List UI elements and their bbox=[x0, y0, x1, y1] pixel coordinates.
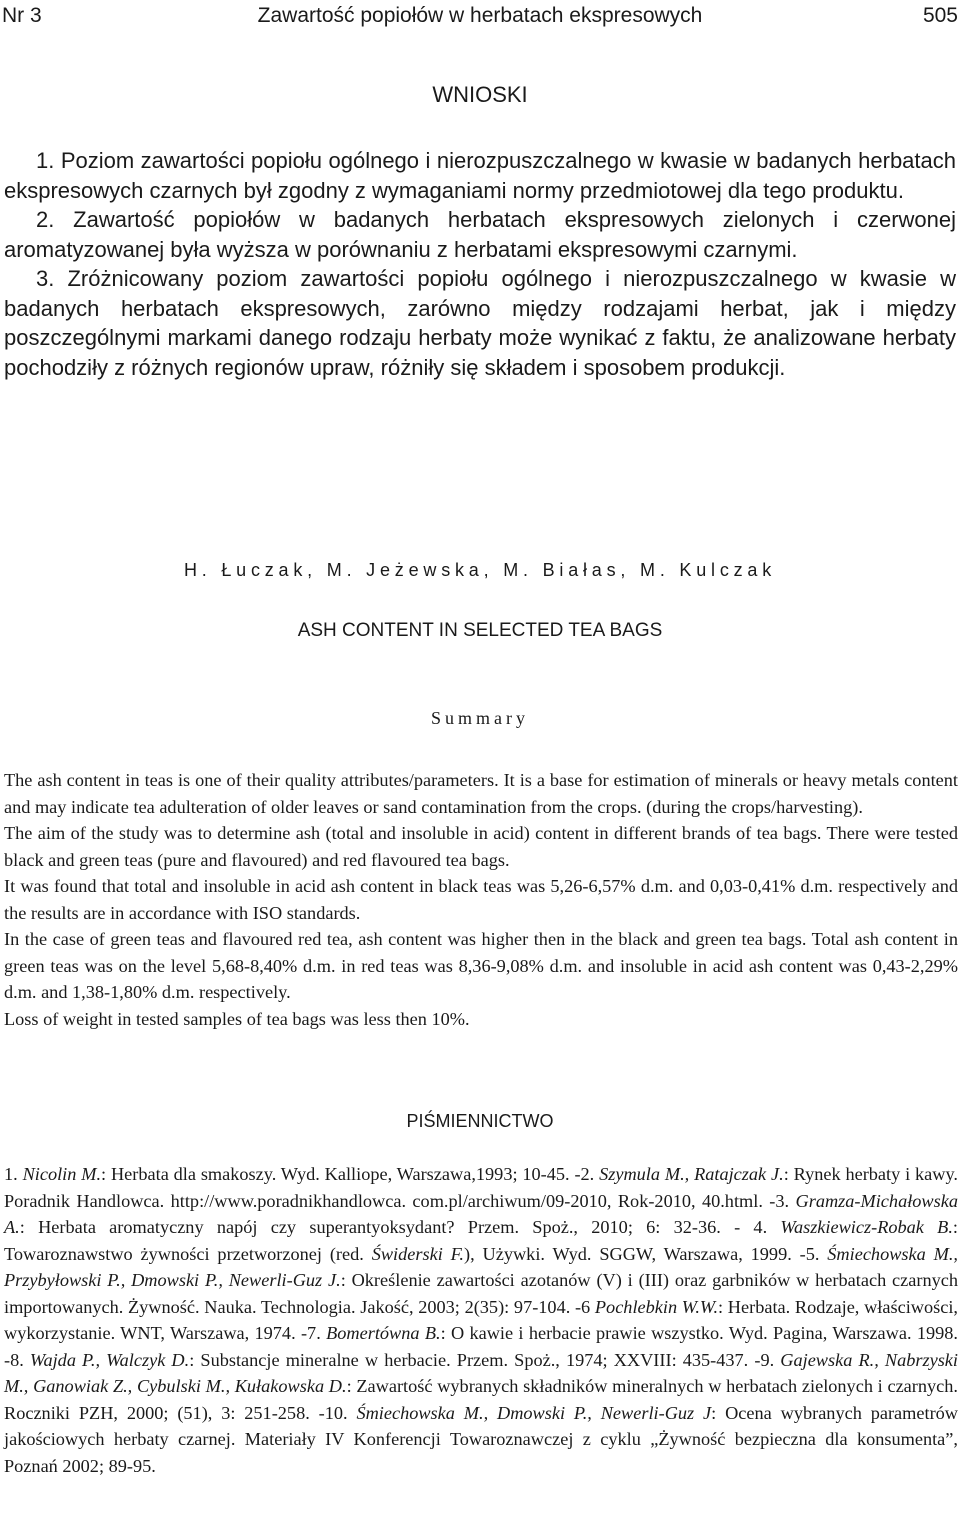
references-heading: PIŚMIENNICTWO bbox=[406, 1111, 554, 1131]
summary-paragraph: Loss of weight in tested samples of tea bags was less then 10%. bbox=[4, 1008, 470, 1029]
reference-text: : Herbata. Rodzaje, właściwości, wykorzystanie. WNT, Warszawa, 1974. -7. bbox=[4, 1296, 958, 1343]
reference-author: Bomertówna B. bbox=[326, 1323, 441, 1343]
reference-text: : Zawartość wybranych składników mineralnych w herbatach zielonych i czarnych. Roczniki PZH, 2000; (51), 3: 251-258. -10. bbox=[4, 1376, 958, 1423]
page-number: 505 bbox=[922, 4, 958, 27]
reference-author: Gajewska R., Nabrzyski M., Ganowiak Z., Cybulski M., Kułakowska D. bbox=[4, 1349, 958, 1396]
reference-text: : O kawie i herbacie prawie wszystko. Wyd. Pagina, Warszawa. 1998. -8. bbox=[4, 1323, 958, 1370]
summary-body bbox=[4, 767, 958, 1032]
running-header bbox=[0, 4, 960, 28]
reference-author: Wajda P., Walczyk D. bbox=[29, 1349, 190, 1370]
summary-paragraph: The ash content in teas is one of their quality attributes/parameters. It is a base for estimation of minerals or heavy metals content and may indicate tea adulteration of older leaves or sand contamination from the crops. (during the crops/harvesting). bbox=[4, 770, 958, 817]
conclusion-item-2: 2. Zawartość popiołów w badanych herbatach ekspresowych zielonych i czerwonej aromatyzowanej była wyższa w porównaniu z herbatami ekspresowymi czarnymi. bbox=[4, 207, 956, 262]
references-body bbox=[4, 1161, 958, 1479]
reference-author: Pochlebkin W.W. bbox=[594, 1296, 719, 1317]
reference-text: : Rynek herbaty i kawy. Poradnik Handlowca. http://www.poradnikhandlowca. com.pl/archiwum/09-2010, Rok-2010, 40.html. -3. bbox=[4, 1164, 958, 1211]
reference-author: Gramza-Michałowska A. bbox=[4, 1190, 958, 1237]
reference-author: Śmiechowska M., Przybyłowski P., Dmowski P., Newerli-Guz J. bbox=[4, 1243, 958, 1290]
reference-author: Nicolin M. bbox=[22, 1164, 102, 1184]
reference-text: : Ocena wybranych parametrów jakościowych herbaty czarnej. Materiały IV Konferencji Towaroznawczej z cyklu „Żywność bezpieczna dla konsumenta”, Poznań 2002; 89-95. bbox=[4, 1402, 958, 1476]
reference-author: Śmiechowska M., Dmowski P., Newerli-Guz J bbox=[356, 1402, 712, 1423]
issue-number: Nr 3 bbox=[2, 4, 42, 27]
conclusion-item-3: 3. Zróżnicowany poziom zawartości popiołu ogólnego i nierozpuszczalnego w kwasie w badanych herbatach ekspresowych, zarówno między rodzajami herbat, jak i między poszczególnymi markami danego rodzaju herbaty może wynikać z faktu, że analizowane herbaty pochodziły z różnych regionów upraw, różniły się składem i sposobem produkcji. bbox=[4, 266, 956, 380]
english-title: ASH CONTENT IN SELECTED TEA BAGS bbox=[297, 620, 663, 641]
conclusions-list bbox=[4, 146, 956, 382]
conclusion-item-1: 1. Poziom zawartości popiołu ogólnego i nierozpuszczalnego w kwasie w badanych herbatach ekspresowych czarnych był zgodny z wymaganiami normy przedmiotowej dla tego produktu. bbox=[4, 148, 956, 203]
summary-heading: Summary bbox=[431, 708, 529, 728]
reference-text: : Substancje mineralne w herbacie. Przem. Spoż., 1974; XXVIII: 435-437. -9. bbox=[189, 1349, 781, 1370]
reference-text: ), Używki. Wyd. SGGW, Warszawa, 1999. -5. bbox=[464, 1243, 828, 1264]
reference-text: 1. bbox=[4, 1164, 23, 1184]
reference-author: Świderski F. bbox=[371, 1243, 465, 1264]
reference-text: : Określenie zawartości azotanów (V) i (III) oraz garbników w herbatach czarnych importowanych. Żywność. Nauka. Technologia. Jakość, 2003; 2(35): 97-104. -6 bbox=[4, 1270, 958, 1317]
reference-author: Waszkiewicz-Robak B. bbox=[780, 1217, 953, 1237]
references-paragraph bbox=[4, 1161, 958, 1479]
reference-text: : Herbata aromatyczny napój czy superantyoksydant? Przem. Spoż., 2010; 6: 32-36. - 4. bbox=[19, 1217, 781, 1237]
summary-paragraph: The aim of the study was to determine ash (total and insoluble in acid) content in different brands of tea bags. There were tested black and green teas (pure and flavoured) and red flavoured tea bags. bbox=[4, 823, 958, 870]
reference-text: : Towaroznawstwo żywności przetworzonej (red. bbox=[4, 1217, 958, 1264]
summary-paragraph: It was found that total and insoluble in acid ash content in black teas was 5,26-6,57% d.m. and 0,03-0,41% d.m. respectively and the results are in accordance with ISO standards. bbox=[4, 876, 958, 923]
reference-text: : Herbata dla smakoszy. Wyd. Kalliope, Warszawa,1993; 10-45. -2. bbox=[101, 1164, 600, 1184]
conclusions-heading: WNIOSKI bbox=[432, 82, 528, 107]
reference-author: Szymula M., Ratajczak J. bbox=[599, 1164, 784, 1184]
author-list: H. Łuczak, M. Jeżewska, M. Białas, M. Kulczak bbox=[183, 560, 777, 580]
summary-paragraph: In the case of green teas and flavoured red tea, ash content was higher then in the black and green tea bags. Total ash content in green teas was on the level 5,68-8,40% d.m. in red teas was 8,36-9,08% d.m. and insoluble in acid ash content was 0,43-2,29% d.m. and 1,38-1,80% d.m. respectively. bbox=[4, 929, 958, 1002]
running-title: Zawartość popiołów w herbatach ekspresowych bbox=[257, 4, 703, 27]
